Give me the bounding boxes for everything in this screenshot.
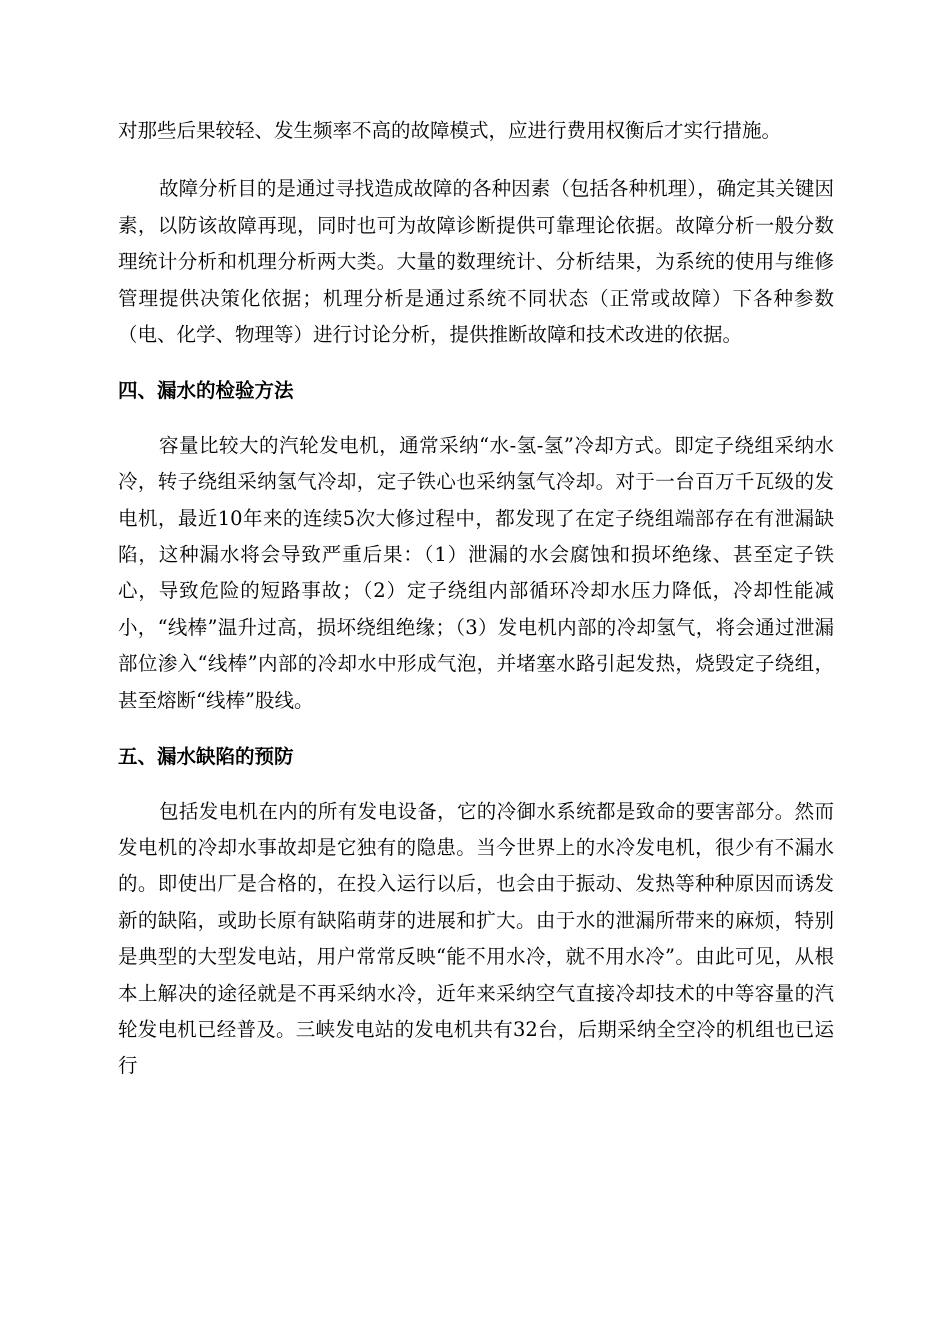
document-body [118, 113, 834, 1085]
section-heading-leak-inspection: 四、漏水的检验方法 [118, 379, 294, 403]
paragraph-fault-analysis: 故障分析目的是通过寻找造成故障的各种因素（包括各种机理），确定其关键因素，以防该故障再现，同时也可为故障诊断提供可靠理论依据。故障分析一般分数理统计分析和机理分析两大类。大量的数理统计、分析结果，为系统的使用与维修管理提供决策化依据；机理分析是通过系统不同状态（正常或故障）下各种参数（电、化学、物理等）进行讨论分析，提供推断故障和技术改进的依据。 [118, 177, 834, 347]
section-heading-leak-prevention: 五、漏水缺陷的预防 [118, 745, 294, 769]
paragraph-cost-tradeoff: 对那些后果较轻、发生频率不高的故障模式，应进行费用权衡后才实行措施。 [118, 119, 782, 142]
paragraph-water-cooling-leaks: 容量比较大的汽轮发电机，通常采纳“水-氢-氢”冷却方式。即定子绕组采纳水冷，转子绕组采纳氢气冷却，定子铁心也采纳氢气冷却。对于一台百万千瓦级的发电机，最近10年来的连续5次大修过程中，都发现了在定子绕组端部存在有泄漏缺陷，这种漏水将会导致严重后果：（1）泄漏的水会腐蚀和损坏绝缘、甚至定子铁心，导致危险的短路事故；（2）定子绕组内部循环冷却水压力降低，冷却性能减小，“线棒”温升过高，损坏绕组绝缘；（3）发电机内部的冷却氢气，将会通过泄漏部位渗入“线棒”内部的冷却水中形成气泡，并堵塞水路引起发热，烧毁定子绕组，甚至熔断“线棒”股线。 [118, 433, 834, 712]
paragraph-prevention: 包括发电机在内的所有发电设备，它的冷御水系统都是致命的要害部分。然而发电机的冷却水事故却是它独有的隐患。当今世界上的水冷发电机，很少有不漏水的。即使出厂是合格的，在投入运行以后，也会由于振动、发热等种种原因而诱发新的缺陷，或助长原有缺陷萌芽的进展和扩大。由于水的泄漏所带来的麻烦，特别是典型的大型发电站，用户常常反映“能不用水冷，就不用水冷”。由此可见，从根本上解决的途径就是不再采纳水冷，近年来采纳空气直接冷却技术的中等容量的汽轮发电机已经普及。三峡发电站的发电机共有32台，后期采纳全空冷的机组也已运行 [118, 799, 834, 1078]
